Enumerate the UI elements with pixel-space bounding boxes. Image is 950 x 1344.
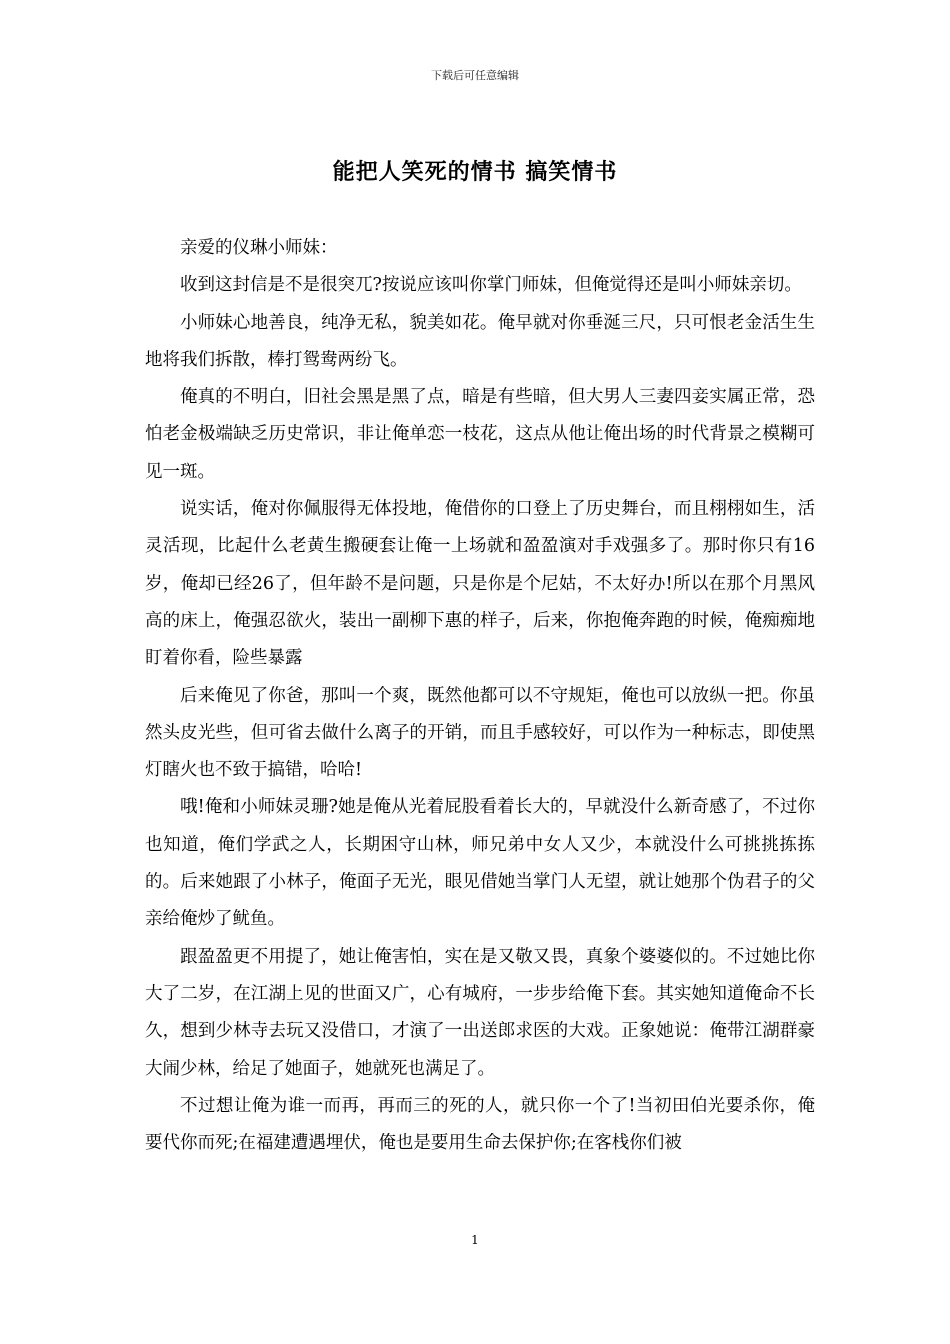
document-title: 能把人笑死的情书 搞笑情书	[332, 160, 618, 185]
page-number: 1	[471, 1233, 479, 1247]
header-note: 下载后可任意编辑	[431, 69, 519, 82]
body-paragraph: 哦!俺和小师妹灵珊?她是俺从光着屁股看着长大的，早就没什么新奇感了，不过你也知道，俺们学武之人，长期困守山林，师兄弟中女人又少，本就没什么可挑挑拣拣的。后来她跟了小林子，俺面子无光，眼见借她当掌门人无望，就让她那个伪君子的父亲给俺炒了鱿鱼。	[145, 797, 815, 930]
body-paragraph: 不过想让俺为谁一而再，再而三的死的人，就只你一个了!当初田伯光要杀你，俺要代你而死;在福建遭遇埋伏，俺也是要用生命去保护你;在客栈你们被	[145, 1095, 815, 1154]
body-paragraph: 跟盈盈更不用提了，她让俺害怕，实在是又敬又畏，真象个婆婆似的。不过她比你大了二岁，在江湖上见的世面又广，心有城府，一步步给俺下套。其实她知道俺命不长久，想到少林寺去玩又没借口，才演了一出送郎求医的大戏。正象她说：俺带江湖群豪大闹少林，给足了她面子，她就死也满足了。	[145, 946, 815, 1079]
body-paragraph: 后来俺见了你爸，那叫一个爽，既然他都可以不守规矩，俺也可以放纵一把。你虽然头皮光些，但可省去做什么离子的开销，而且手感较好，可以作为一种标志，即使黑灯瞎火也不致于搞错，哈哈!	[145, 685, 815, 781]
body-paragraph: 小师妹心地善良，纯净无私，貌美如花。俺早就对你垂涎三尺，只可恨老金活生生地将我们拆散，棒打鸳鸯两纷飞。	[145, 312, 815, 370]
body-paragraph: 说实话，俺对你佩服得无体投地，俺借你的口登上了历史舞台，而且栩栩如生，活灵活现，比起什么老黄生搬硬套让俺一上场就和盈盈演对手戏强多了。那时你只有16岁，俺却已经26了，但年龄不是问题，只是你是个尼姑，不太好办!所以在那个月黑风高的床上，俺强忍欲火，装出一副柳下惠的样子，后来，你抱俺奔跑的时候，俺痴痴地盯着你看，险些暴露	[145, 499, 815, 669]
document-body	[145, 230, 815, 1162]
body-paragraph: 俺真的不明白，旧社会黑是黑了点，暗是有些暗，但大男人三妻四妾实属正常，恐怕老金极端缺乏历史常识，非让俺单恋一枝花，这点从他让俺出场的时代背景之模糊可见一斑。	[145, 387, 815, 482]
salutation-paragraph: 亲爱的仪琳小师妹：	[180, 238, 338, 258]
body-paragraph: 收到这封信是不是很突兀?按说应该叫你掌门师妹，但俺觉得还是叫小师妹亲切。	[180, 275, 802, 296]
